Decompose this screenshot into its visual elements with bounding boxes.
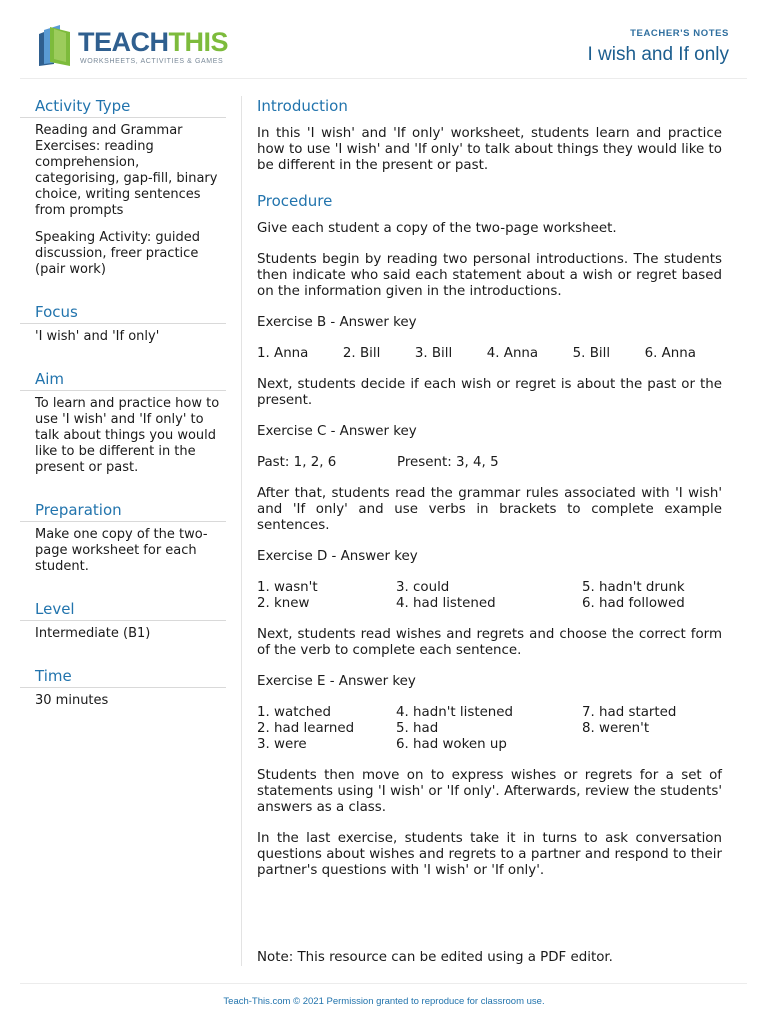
exercise-e-label: Exercise E - Answer key	[257, 674, 416, 689]
time-text: 30 minutes	[35, 693, 109, 708]
answer-item: 8. weren't	[582, 721, 650, 736]
procedure-heading: Procedure	[257, 192, 333, 210]
column-divider	[241, 96, 242, 966]
focus-heading: Focus	[20, 300, 226, 324]
logo-word-teach: TEACH	[78, 27, 169, 57]
answer-item: 3. Bill	[414, 346, 453, 361]
page-title: I wish and If only	[587, 44, 729, 65]
procedure-step-5: Next, students read wishes and regrets and choose the correct form of the verb to complete each sentence.	[257, 627, 722, 658]
answer-item: 5. Bill	[572, 346, 611, 361]
activity-type-section	[20, 94, 226, 278]
time-section	[20, 664, 226, 709]
activity-type-reading: Reading and Grammar Exercises: reading comprehension, categorising, gap-fill, binary choice, writing sentences from prompts	[35, 123, 218, 218]
procedure-step-1: Give each student a copy of the two-page worksheet.	[257, 221, 617, 236]
introduction-text: In this 'I wish' and 'If only' worksheet, students learn and practice how to use 'I wish' and 'If only' to talk about things they would like to be different in the present or past.	[257, 126, 722, 173]
logo-word-this: THIS	[168, 27, 229, 57]
answer-item: 6. Anna	[644, 346, 696, 361]
page-header	[0, 0, 768, 80]
answer-item: 3. were	[257, 737, 307, 752]
activity-type-speaking: Speaking Activity: guided discussion, freer practice (pair work)	[35, 230, 201, 277]
preparation-section	[20, 498, 226, 575]
answer-item: 6. had followed	[582, 596, 685, 611]
main-content	[257, 94, 722, 894]
aim-text: To learn and practice how to use 'I wish' and 'If only' to talk about things you would like to be different in the present or past.	[35, 396, 220, 475]
aim-section	[20, 367, 226, 476]
time-heading: Time	[20, 664, 226, 688]
answer-item: 2. Bill	[342, 346, 381, 361]
footer-copyright: Teach-This.com © 2021 Permission granted to reproduce for classroom use.	[223, 996, 545, 1007]
exercise-d-answers	[257, 580, 722, 612]
answer-item: 5. had	[396, 721, 439, 736]
activity-type-heading: Activity Type	[20, 94, 226, 118]
exercise-c-label: Exercise C - Answer key	[257, 424, 417, 439]
focus-text: 'I wish' and 'If only'	[35, 329, 160, 344]
logo-wordmark	[78, 27, 228, 58]
answer-item: 1. Anna	[257, 346, 309, 361]
preparation-heading: Preparation	[20, 498, 226, 522]
procedure-step-7: In the last exercise, students take it in turns to ask conversation questions about wishes and regrets to a partner and respond to their partner's questions with 'I wish' or 'If only'.	[257, 831, 722, 878]
answer-present: Present: 3, 4, 5	[397, 455, 499, 470]
level-heading: Level	[20, 597, 226, 621]
logo-tagline: WORKSHEETS, ACTIVITIES & GAMES	[80, 58, 224, 65]
answer-item: 2. had learned	[257, 721, 355, 736]
answer-item: 4. hadn't listened	[396, 705, 514, 720]
answer-item: 5. hadn't drunk	[582, 580, 685, 595]
footer-divider	[20, 983, 747, 984]
book-icon	[36, 24, 76, 68]
exercise-c-answers	[257, 455, 722, 471]
editor-note: Note: This resource can be edited using a PDF editor.	[257, 950, 613, 965]
exercise-b-answers	[257, 346, 722, 362]
level-section	[20, 597, 226, 642]
answer-item: 3. could	[396, 580, 450, 595]
procedure-step-3: Next, students decide if each wish or regret is about the past or the present.	[257, 377, 722, 408]
answer-item: 6. had woken up	[396, 737, 507, 752]
answer-item: 1. watched	[257, 705, 332, 720]
preparation-text: Make one copy of the two-page worksheet for each student.	[35, 527, 208, 574]
level-text: Intermediate (B1)	[35, 626, 151, 641]
exercise-d-label: Exercise D - Answer key	[257, 549, 418, 564]
procedure-step-2: Students begin by reading two personal introductions. The students then indicate who said each statement about a wish or regret based on the information given in the introductions.	[257, 252, 722, 299]
header-divider	[20, 78, 747, 79]
answer-item: 4. Anna	[486, 346, 539, 361]
introduction-heading: Introduction	[257, 97, 348, 115]
teach-this-logo	[36, 24, 236, 70]
answer-item: 1. wasn't	[257, 580, 318, 595]
procedure-step-4: After that, students read the grammar rules associated with 'I wish' and 'If only' and use verbs in brackets to complete example sentences.	[257, 486, 722, 533]
focus-section	[20, 300, 226, 345]
sidebar	[20, 94, 226, 731]
exercise-b-label: Exercise B - Answer key	[257, 315, 417, 330]
procedure-step-6: Students then move on to express wishes or regrets for a set of statements using 'I wish' or 'If only'. Afterwards, review the students' answers as a class.	[257, 768, 722, 815]
section-label: TEACHER'S NOTES	[630, 28, 729, 39]
answer-item	[582, 737, 722, 753]
answer-past: Past: 1, 2, 6	[257, 455, 337, 470]
exercise-e-answers	[257, 705, 722, 753]
answer-item: 7. had started	[582, 705, 677, 720]
answer-item: 4. had listened	[396, 596, 496, 611]
aim-heading: Aim	[20, 367, 226, 391]
answer-item: 2. knew	[257, 596, 310, 611]
